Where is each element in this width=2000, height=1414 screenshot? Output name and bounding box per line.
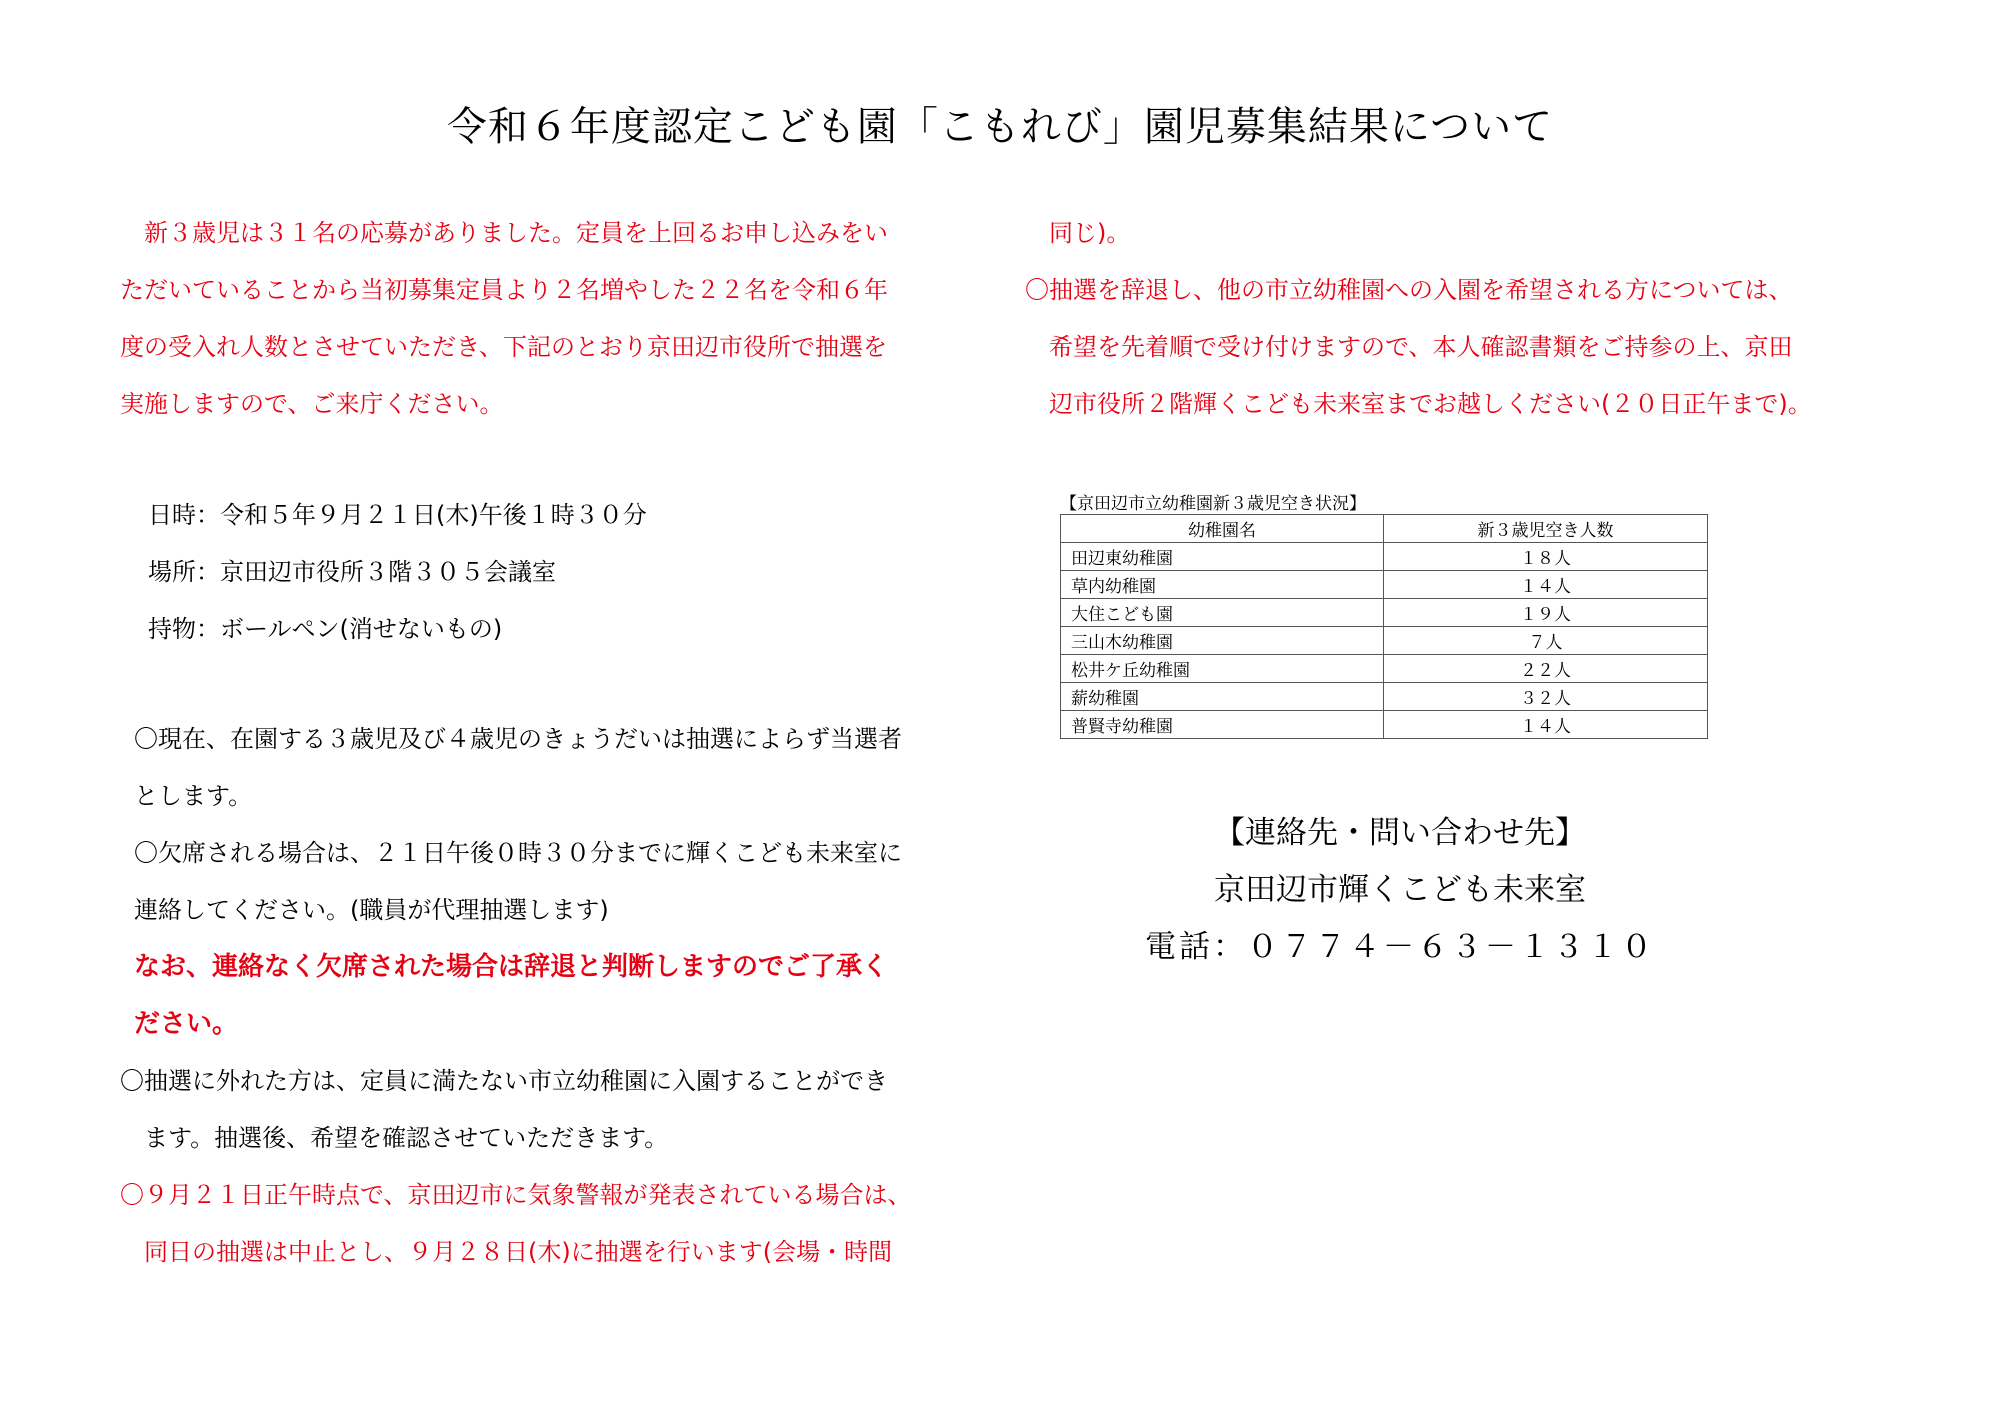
kindergarten-name: 田辺東幼稚園 (1061, 543, 1384, 571)
kindergarten-name: 薪幼稚園 (1061, 683, 1384, 711)
warning-text: なお、連絡なく欠席された場合は辞退と判断しますのでご了承く (134, 952, 889, 982)
table-row (1061, 543, 1708, 571)
vacancy-count: ３２人 (1384, 683, 1708, 711)
table-row (1061, 599, 1708, 627)
table-row (1061, 627, 1708, 655)
intro-paragraph (120, 205, 888, 433)
vacancy-count: １８人 (1384, 543, 1708, 571)
detail-datetime: 日時：令和５年９月２１日(木)午後１時３０分 (148, 501, 647, 529)
vacancy-count: １４人 (1384, 711, 1708, 739)
intro-line: 新３歳児は３１名の応募がありました。定員を上回るお申し込みをい (120, 219, 888, 247)
kindergarten-name: 松井ケ丘幼稚園 (1061, 655, 1384, 683)
note-weather: 〇９月２１日正午時点で、京田辺市に気象警報が発表されている場合は、 (120, 1181, 912, 1209)
table-row (1061, 711, 1708, 739)
note-siblings: とします。 (134, 782, 253, 810)
vacancy-table (1060, 514, 1708, 739)
page-title: 令和６年度認定こども園「こもれび」園児募集結果について (446, 103, 1554, 150)
table-row (1061, 655, 1708, 683)
intro-line: 実施しますので、ご来庁ください。 (120, 390, 504, 418)
note-withdraw: 辺市役所２階輝くこども未来室までお越しください(２０日正午まで)。 (1025, 390, 1812, 418)
lottery-details (148, 487, 647, 658)
warning-text: ださい。 (134, 1009, 239, 1039)
header-vacancy-count: 新３歳児空き人数 (1384, 515, 1708, 543)
kindergarten-name: 普賢寺幼稚園 (1061, 711, 1384, 739)
kindergarten-name: 草内幼稚園 (1061, 571, 1384, 599)
kindergarten-name: 大住こども園 (1061, 599, 1384, 627)
contact-block (1100, 805, 1700, 976)
note-unsuccessful: ます。抽選後、希望を確認させていただきます。 (120, 1124, 669, 1152)
kindergarten-name: 三山木幼稚園 (1061, 627, 1384, 655)
detail-items: 持物：ボールペン(消せないもの) (148, 615, 503, 643)
note-absence: 連絡してください。(職員が代理抽選します) (134, 896, 609, 924)
vacancy-count: １４人 (1384, 571, 1708, 599)
table-header-row (1061, 515, 1708, 543)
notes-list (120, 711, 912, 1281)
note-weather: 同日の抽選は中止とし、９月２８日(木)に抽選を行います(会場・時間 (120, 1238, 893, 1266)
detail-place: 場所：京田辺市役所３階３０５会議室 (148, 558, 556, 586)
vacancy-table-caption: 【京田辺市立幼稚園新３歳児空き状況】 (1060, 494, 1366, 514)
vacancy-count: ７人 (1384, 627, 1708, 655)
contact-heading: 【連絡先・問い合わせ先】 (1214, 815, 1586, 851)
contact-phone: 電話：０７７４－６３－１３１０ (1145, 929, 1655, 965)
table-row (1061, 683, 1708, 711)
note-continued: 同じ)。 (1025, 219, 1131, 247)
note-absence: 〇欠席される場合は、２１日午後０時３０分までに輝くこども未来室に (134, 839, 902, 867)
intro-line: 度の受入れ人数とさせていただき、下記のとおり京田辺市役所で抽選を (120, 333, 888, 361)
table-row (1061, 571, 1708, 599)
intro-line: ただいていることから当初募集定員より２名増やした２２名を令和６年 (120, 276, 888, 304)
note-withdraw: 希望を先着順で受け付けますので、本人確認書類をご持参の上、京田 (1025, 333, 1793, 361)
contact-office: 京田辺市輝くこども未来室 (1214, 872, 1586, 908)
right-column-notes (1025, 205, 1812, 433)
vacancy-count: ２２人 (1384, 655, 1708, 683)
note-unsuccessful: 〇抽選に外れた方は、定員に満たない市立幼稚園に入園することができ (120, 1067, 888, 1095)
header-kindergarten-name: 幼稚園名 (1061, 515, 1384, 543)
note-siblings: 〇現在、在園する３歳児及び４歳児のきょうだいは抽選によらず当選者 (134, 725, 902, 753)
vacancy-count: １９人 (1384, 599, 1708, 627)
note-withdraw: 〇抽選を辞退し、他の市立幼稚園への入園を希望される方については、 (1025, 276, 1793, 304)
